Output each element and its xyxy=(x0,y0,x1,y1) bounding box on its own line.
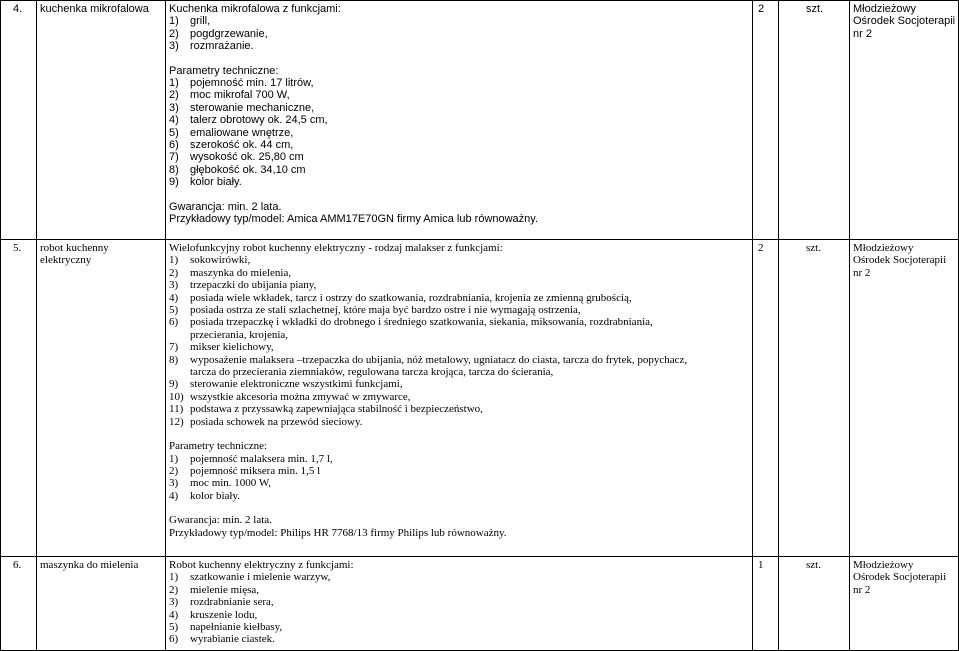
row-5-quantity: 2 xyxy=(758,242,764,254)
list-item: 1) pojemność min. 17 litrów, xyxy=(169,77,314,90)
list-item: 3) sterowanie mechaniczne, xyxy=(169,101,315,114)
row-4-quantity: 2 xyxy=(758,3,765,15)
list-item: 11) podstawa z przyssawką zapewniająca stabilność i bezpieczeństwo, xyxy=(169,403,483,416)
row-6-place: Młodzieżowy Ośrodek Socjoterapii nr 2 xyxy=(853,559,947,596)
row-6-description xyxy=(169,559,354,646)
list-item: 3) trzepaczki do ubijania piany, xyxy=(169,279,317,292)
row-4-intro: Kuchenka mikrofalowa z funkcjami: xyxy=(169,3,341,15)
list-item: 1) sokowirówki, xyxy=(169,254,251,267)
list-item: 2) pogdgrzewanie, xyxy=(169,27,268,40)
row-5-warranty: Gwarancja: min. 2 lata. xyxy=(169,514,272,527)
list-item: 6) posiada trzepaczkę i wkładki do drobnego i średniego szatkowania, siekania, miksowania, rozdrabniania, xyxy=(169,316,653,329)
list-item: 8) wyposażenie malaksera –trzepaczka do ubijania, nóż metalowy, ugniatacz do ciasta, tarcza do frytek, popychacz, xyxy=(169,353,688,366)
list-item: 12) posiada schowek na przewód sieciowy. xyxy=(169,415,363,428)
list-item: 1) pojemność malaksera min. 1,7 l, xyxy=(169,452,333,465)
column-border-name xyxy=(165,0,166,651)
list-item: 6) szerokość ok. 44 cm, xyxy=(169,139,294,152)
row-4-params-title: Parametry techniczne: xyxy=(169,64,279,77)
list-item: 3) rozdrabnianie sera, xyxy=(169,596,274,609)
row-border-5-6 xyxy=(0,556,959,557)
row-6-number: 6. xyxy=(13,559,22,571)
row-4-unit: szt. xyxy=(806,3,824,15)
list-item-continuation: tarcza do przecierania ziemniaków, regulowana tarcza krojąca, tarcza do ścierania, xyxy=(190,366,554,379)
list-item: 2) moc mikrofal 700 W, xyxy=(169,89,290,102)
row-border-top xyxy=(0,0,959,1)
row-5-params-title: Parametry techniczne: xyxy=(169,440,268,453)
row-5-description xyxy=(169,242,687,539)
row-6-intro: Robot kuchenny elektryczny z funkcjami: xyxy=(169,559,354,571)
list-item: 4) kolor biały. xyxy=(169,489,240,502)
list-item: 6) wyrabianie ciastek. xyxy=(169,633,275,646)
list-item: 5) napełnianie kiełbasy, xyxy=(169,621,283,634)
row-4-warranty: Gwarancja: min. 2 lata. xyxy=(169,200,282,213)
column-border-left xyxy=(0,0,1,651)
list-item: 10) wszystkie akcesoria można zmywać w zmywarce, xyxy=(169,390,411,403)
row-4-description xyxy=(169,3,538,226)
column-border-qty xyxy=(778,0,779,651)
row-5-model: Przykładowy typ/model: Philips HR 7768/13 firmy Philips lub równoważny. xyxy=(169,526,507,539)
row-4-place: Młodzieżowy Ośrodek Socjoterapii nr 2 xyxy=(853,3,956,40)
row-border-4-5 xyxy=(0,239,959,240)
list-item: 4) posiada wiele wkładek, tarcz i ostrzy do szatkowania, rozdrabniania, krojenia ze zmienną grubością, xyxy=(169,291,632,304)
row-4-model: Przykładowy typ/model: Amica AMM17E70GN firmy Amica lub równoważny. xyxy=(169,213,539,226)
list-item: 4) talerz obrotowy ok. 24,5 cm, xyxy=(169,114,328,127)
list-item: 4) kruszenie lodu, xyxy=(169,608,258,621)
row-6-quantity: 1 xyxy=(758,559,764,571)
list-item: 1) szatkowanie i mielenie warzyw, xyxy=(169,571,331,584)
row-5-item-name: robot kuchenny elektryczny xyxy=(40,242,109,267)
row-5-place: Młodzieżowy Ośrodek Socjoterapii nr 2 xyxy=(853,242,947,279)
row-5-unit: szt. xyxy=(806,242,821,254)
list-item: 3) moc min. 1000 W, xyxy=(169,477,271,490)
column-border-description xyxy=(752,0,753,651)
row-5-intro: Wielofunkcyjny robot kuchenny elektryczny - rodzaj malakser z funkcjami: xyxy=(169,242,503,254)
list-item: 9) sterowanie elektroniczne wszystkimi funkcjami, xyxy=(169,378,403,391)
list-item: 2) mielenie mięsa, xyxy=(169,583,260,596)
list-item-continuation: przecierania, krojenia, xyxy=(190,328,289,341)
list-item: 3) rozmrażanie. xyxy=(169,40,254,53)
list-item: 7) mikser kielichowy, xyxy=(169,341,274,354)
column-border-no xyxy=(36,0,37,651)
list-item: 5) emaliowane wnętrze, xyxy=(169,126,294,139)
row-4-number: 4. xyxy=(13,3,23,15)
list-item: 9) kolor biały. xyxy=(169,176,242,189)
row-4-item-name: kuchenka mikrofalowa xyxy=(40,3,149,15)
list-item: 2) pojemność miksera min. 1,5 l xyxy=(169,464,321,477)
list-item: 8) głębokość ok. 34,10 cm xyxy=(169,163,306,176)
list-item: 7) wysokość ok. 25,80 cm xyxy=(169,151,304,164)
list-item: 1) grill, xyxy=(169,15,211,28)
row-6-item-name: maszynka do mielenia xyxy=(40,559,139,571)
row-6-unit: szt. xyxy=(806,559,821,571)
row-5-number: 5. xyxy=(13,242,22,254)
list-item: 2) maszynka do mielenia, xyxy=(169,266,292,279)
column-border-unit xyxy=(849,0,850,651)
list-item: 5) posiada ostrza ze stali szlachetnej, które maja być bardzo ostre i nie wymagają ostrzenia, xyxy=(169,304,581,317)
